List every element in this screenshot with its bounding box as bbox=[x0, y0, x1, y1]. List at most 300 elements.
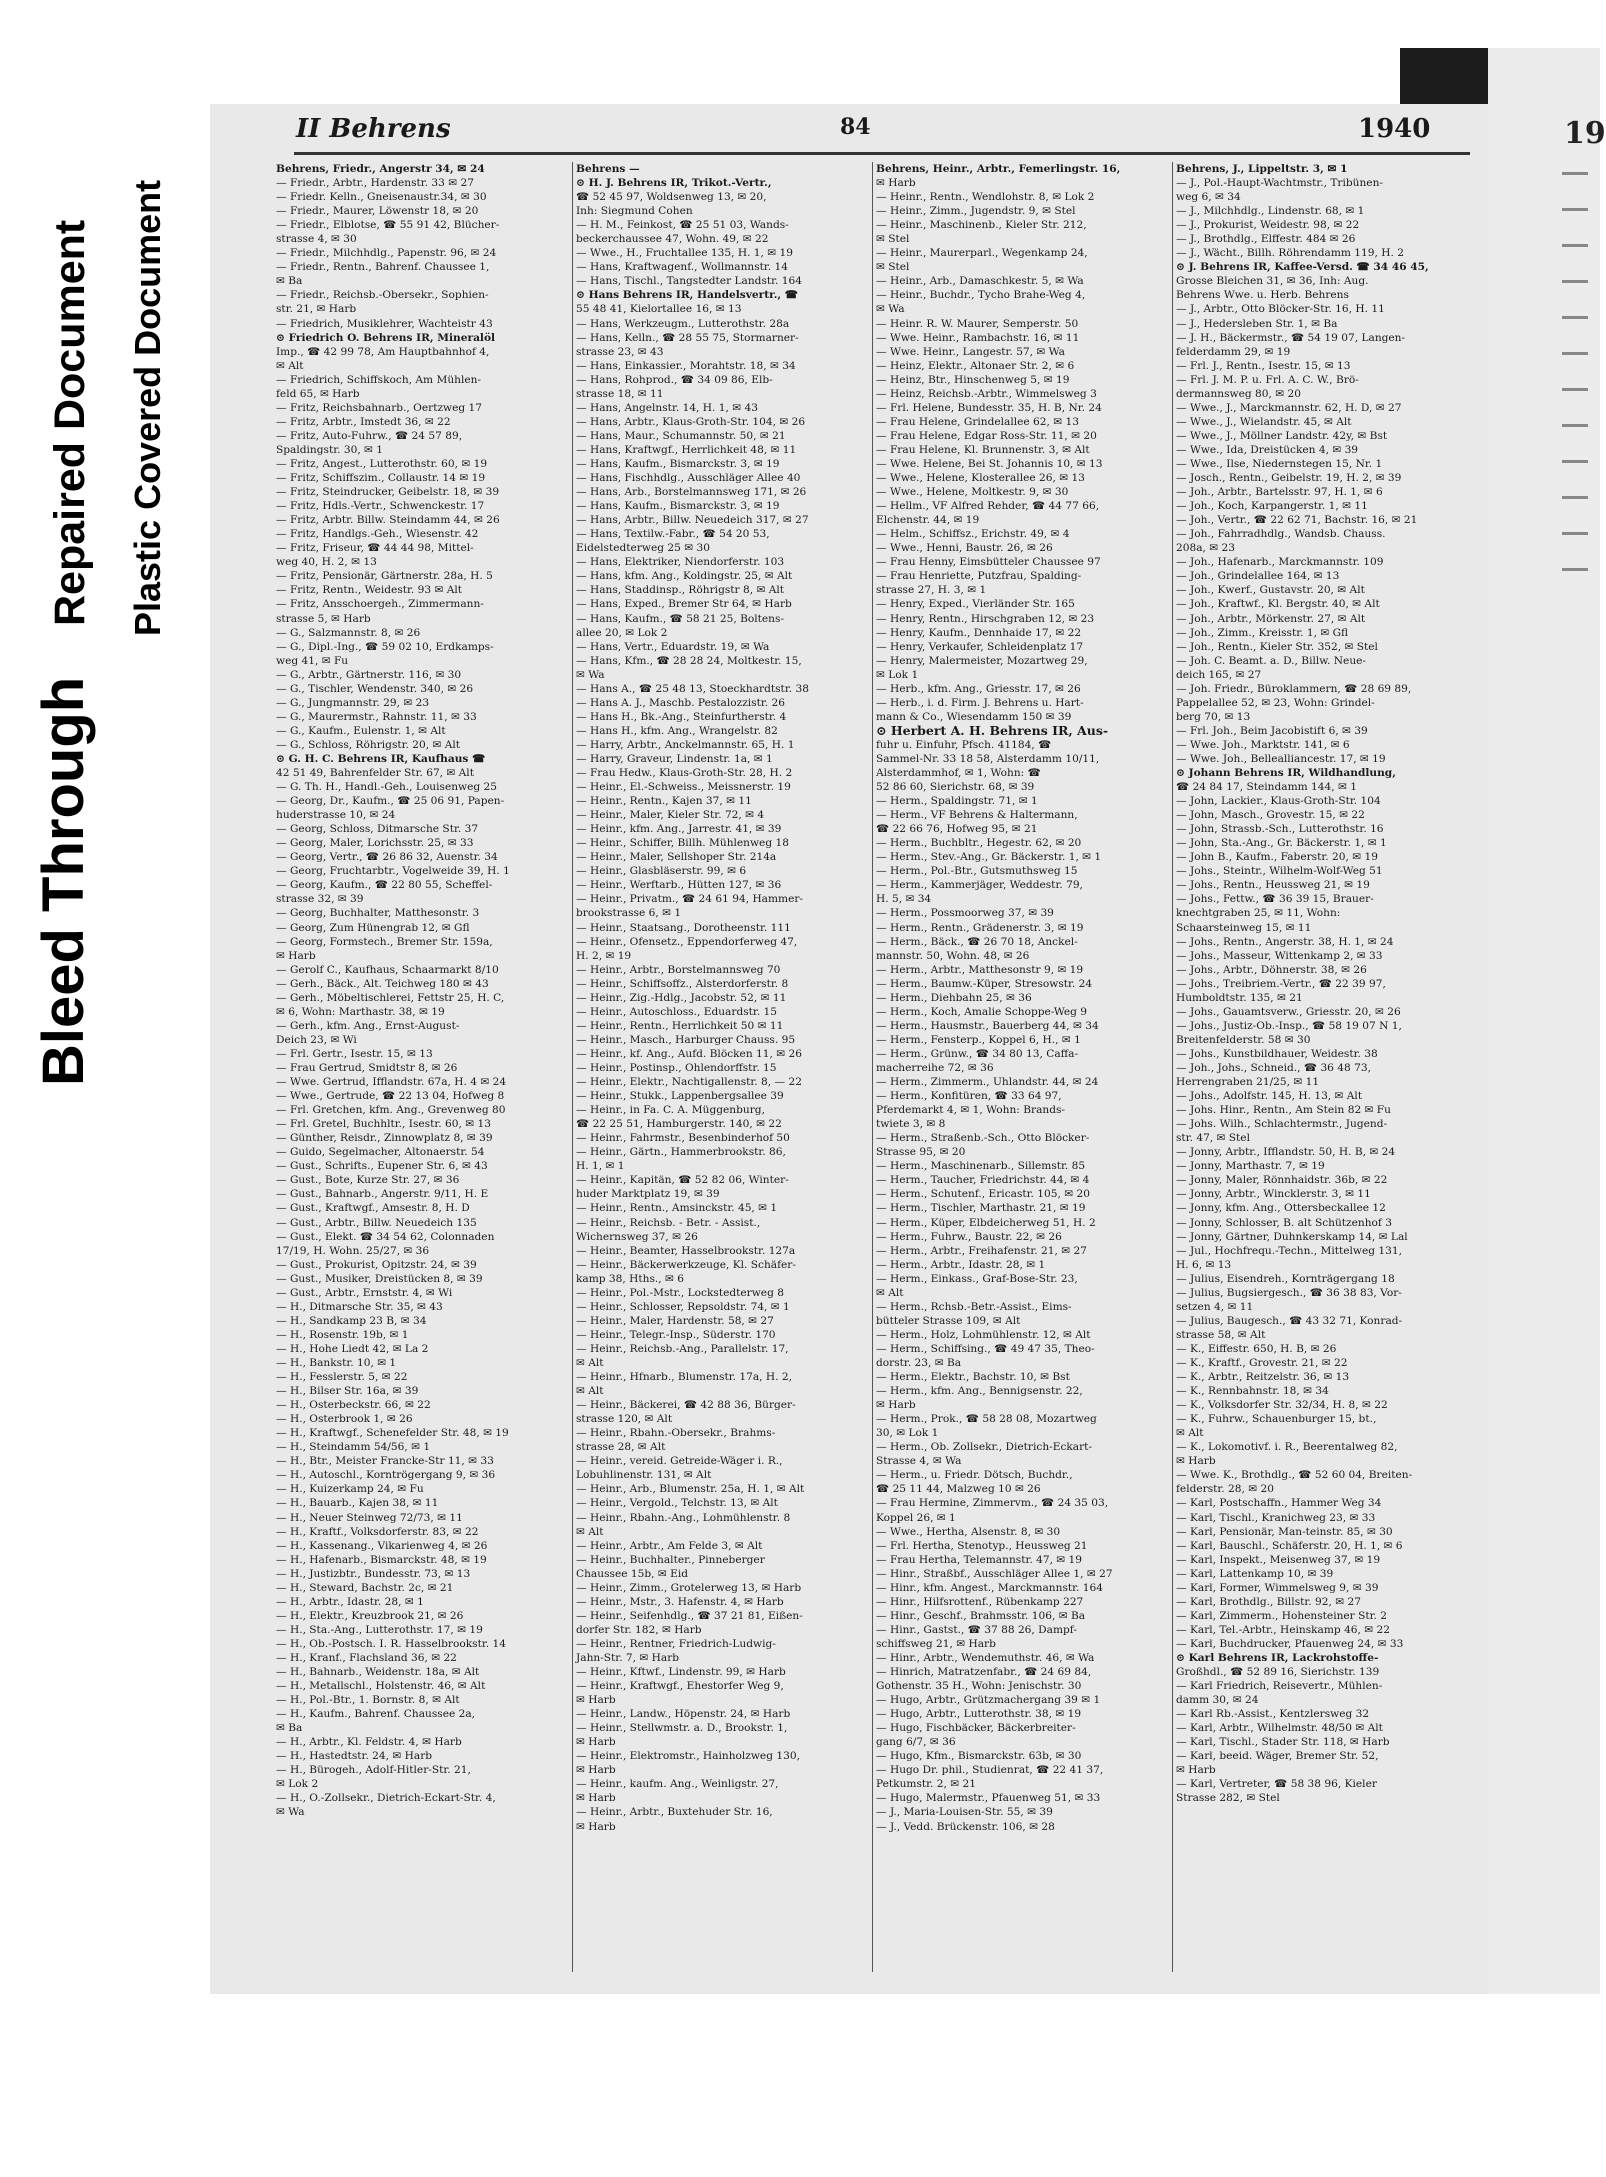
directory-entry-line: brookstrasse 6, ✉ 1 bbox=[576, 907, 682, 920]
directory-entry-line: — Heinr., Rbahn.-Ang., Lohmühlenstr. 8 bbox=[576, 1511, 791, 1524]
directory-entry-line: — Wwe., J., Marckmannstr. 62, H. D, ✉ 27 bbox=[1176, 401, 1402, 414]
directory-entry-line: — Joh., Koch, Karpangerstr. 1, ✉ 11 bbox=[1176, 500, 1368, 513]
directory-entry-line: — H., Kaufm., Bahrenf. Chaussee 2a, bbox=[276, 1708, 476, 1721]
directory-entry-line: Behrens — bbox=[576, 163, 640, 175]
directory-entry-line: — H., Autoschl., Korntrögergang 9, ✉ 36 bbox=[276, 1469, 496, 1482]
directory-entry-line: — K., Fuhrw., Schauenburger 15, bt., bbox=[1176, 1413, 1377, 1426]
directory-entry-line: — H., Sta.-Ang., Lutterothstr. 17, ✉ 19 bbox=[276, 1623, 483, 1636]
directory-entry-line: — Heinr., Maurerparl., Wegenkamp 24, bbox=[876, 247, 1088, 260]
degradation-labels bbox=[0, 0, 200, 2177]
neighbor-text-fragment bbox=[1562, 496, 1588, 499]
directory-entry-line: — Heinr., Gärtn., Hammerbrookstr. 86, bbox=[576, 1146, 786, 1159]
directory-entry-line: — Wwe. Joh., Marktstr. 141, ✉ 6 bbox=[1176, 738, 1350, 751]
directory-entry-line: — Heinr., Glasbläserstr. 99, ✉ 6 bbox=[576, 865, 747, 878]
directory-entry-line: — J., Milchhdlg., Lindenstr. 68, ✉ 1 bbox=[1176, 205, 1365, 218]
directory-entry-line: 17/19, H. Wohn. 25/27, ✉ 36 bbox=[276, 1244, 430, 1257]
directory-entry-line: — H., Hafenarb., Bismarckstr. 48, ✉ 19 bbox=[276, 1553, 487, 1566]
directory-entry-line: — Heinr., Zimm., Grotelerweg 13, ✉ Harb bbox=[576, 1581, 802, 1594]
directory-entry-line: — Joh., Grindelallee 164, ✉ 13 bbox=[1176, 570, 1340, 583]
directory-entry-line: Grosse Bleichen 31, ✉ 36, Inh: Aug. bbox=[1176, 275, 1369, 288]
directory-entry-line: — Fritz, Auto-Fuhrw., ☎ 24 57 89, bbox=[276, 429, 463, 442]
directory-entry-line: — Hans, Kelln., ☎ 28 55 75, Stormarner- bbox=[576, 331, 799, 344]
directory-entry-line: — Hugo, Fischbäcker, Bäckerbreiter- bbox=[876, 1722, 1076, 1735]
directory-entry-line: mann & Co., Wiesendamm 150 ✉ 39 bbox=[876, 710, 1072, 723]
neighbor-page-edge bbox=[1488, 48, 1606, 1994]
directory-entry-line: huderstrasse 10, ✉ 24 bbox=[276, 809, 396, 822]
directory-entry-line: — Heinr., Schiffsoffz., Alsterdorferstr. 8 bbox=[576, 977, 789, 990]
directory-entry-line: beckerchaussee 47, Wohn. 49, ✉ 22 bbox=[576, 233, 769, 246]
directory-entry-line: — Herm., Buchbltr., Hegestr. 62, ✉ 20 bbox=[876, 837, 1082, 850]
directory-entry-line: — Heinr., Bäckerwerkzeuge, Kl. Schäfer- bbox=[576, 1258, 796, 1271]
directory-entry-line: — Karl, Buchdrucker, Pfauenweg 24, ✉ 33 bbox=[1176, 1637, 1404, 1650]
directory-entry-line: — Herm., u. Friedr. Dötsch, Buchdr., bbox=[876, 1469, 1073, 1482]
directory-entry-line: — K., Rennbahnstr. 18, ✉ 34 bbox=[1176, 1385, 1329, 1398]
directory-entry-line: — Wwe., H., Fruchtallee 135, H. 1, ✉ 19 bbox=[576, 247, 794, 260]
directory-entry-line: — Georg, Maler, Lorichsstr. 25, ✉ 33 bbox=[276, 837, 474, 850]
directory-entry-line: — Fritz, Pensionär, Gärtnerstr. 28a, H. 5 bbox=[276, 570, 493, 583]
directory-entry-line: — Hinrich, Matratzenfabr., ☎ 24 69 84, bbox=[876, 1666, 1092, 1679]
directory-entry-line: — Herm., Stev.-Ang., Gr. Bäckerstr. 1, ✉ 1 bbox=[876, 851, 1102, 864]
directory-entry-line: — Herm., Koch, Amalie Schoppe-Weg 9 bbox=[876, 1005, 1088, 1018]
directory-entry-line: — H., Neuer Steinweg 72/73, ✉ 11 bbox=[276, 1511, 463, 1524]
directory-entry-line: — Wwe. Gertrud, Ifflandstr. 67a, H. 4 ✉ 24 bbox=[276, 1076, 507, 1089]
directory-entry-line: — Hans, Kfm., ☎ 28 28 24, Moltkestr. 15, bbox=[576, 654, 802, 667]
directory-entry-line: — Hans A., ☎ 25 48 13, Stoeckhardtstr. 38 bbox=[576, 682, 809, 695]
scan-top-margin bbox=[0, 0, 1600, 48]
directory-entry-line: — H., O.-Zollsekr., Dietrich-Eckart-Str. 4, bbox=[276, 1792, 496, 1805]
directory-entry-line: — H., Ditmarsche Str. 35, ✉ 43 bbox=[276, 1300, 443, 1313]
directory-entry-line: — Hans, Vertr., Eduardstr. 19, ✉ Wa bbox=[576, 640, 770, 653]
directory-entry-line: ☎ 22 66 76, Hofweg 95, ✉ 21 bbox=[876, 823, 1038, 836]
directory-entry-line: bütteler Strasse 109, ✉ Alt bbox=[876, 1314, 1021, 1327]
neighbor-text-fragment bbox=[1562, 424, 1588, 427]
directory-entry-line: — H., Btr., Meister Francke-Str 11, ✉ 33 bbox=[276, 1455, 494, 1468]
directory-entry-line: — Frau Henriette, Putzfrau, Spalding- bbox=[876, 570, 1082, 583]
directory-entry-line: weg 41, ✉ Fu bbox=[276, 654, 349, 667]
directory-entry-line: — Frau Gertrud, Smidtstr 8, ✉ 26 bbox=[276, 1062, 458, 1074]
directory-entry-line: — Heinr., Maschinenb., Kieler Str. 212, bbox=[876, 219, 1087, 232]
directory-entry-line: — Hans, Kraftwagenf., Wollmannstr. 14 bbox=[576, 261, 789, 274]
directory-entry-line: deich 165, ✉ 27 bbox=[1176, 668, 1262, 681]
directory-entry-line: — H., Steward, Bachstr. 2c, ✉ 21 bbox=[276, 1581, 454, 1594]
directory-entry-line: — Gust., Elekt. ☎ 34 54 62, Colonnaden bbox=[276, 1230, 495, 1243]
directory-entry-line: — Helm., Schiffsz., Erichstr. 49, ✉ 4 bbox=[876, 528, 1070, 541]
directory-entry-line: — Heinr., Werftarb., Hütten 127, ✉ 36 bbox=[576, 879, 782, 892]
directory-entry-line: — Heinr., Seifenhdlg., ☎ 37 21 81, Eißen- bbox=[576, 1609, 803, 1622]
directory-entry-line: — Gerh., kfm. Ang., Ernst-August- bbox=[276, 1019, 460, 1032]
directory-entry-line: — Heinr., Rentner, Friedrich-Ludwig- bbox=[576, 1637, 776, 1650]
directory-entry-line: Sammel-Nr. 33 18 58, Alsterdamm 10/11, bbox=[876, 752, 1100, 765]
directory-entry-line: — Johs., Rentn., Angerstr. 38, H. 1, ✉ 24 bbox=[1176, 935, 1394, 948]
directory-entry-line: weg 6, ✉ 34 bbox=[1176, 191, 1241, 204]
directory-entry-line: — Georg, Buchhalter, Matthesonstr. 3 bbox=[276, 907, 480, 920]
directory-entry-line: allee 20, ✉ Lok 2 bbox=[576, 626, 668, 639]
directory-entry-line: — Karl, Tischl., Stader Str. 118, ✉ Harb bbox=[1176, 1736, 1390, 1749]
directory-entry-line: — Julius, Baugesch., ☎ 43 32 71, Konrad- bbox=[1176, 1314, 1403, 1327]
directory-entry-line: ✉ Harb bbox=[576, 1694, 616, 1707]
directory-entry-line: — Friedr., Reichsb.-Obersekr., Sophien- bbox=[276, 289, 489, 302]
directory-entry-line: — Johs. Hinr., Rentn., Am Stein 82 ✉ Fu bbox=[1176, 1104, 1391, 1117]
directory-entry-line: Lobuhlinenstr. 131, ✉ Alt bbox=[576, 1469, 712, 1482]
directory-entry-line: Strasse 4, ✉ Wa bbox=[876, 1455, 962, 1468]
directory-entry-line: — H., Justizbtr., Bundesstr. 73, ✉ 13 bbox=[276, 1567, 471, 1580]
directory-entry-line: — Hans, Arb., Borstelmannsweg 171, ✉ 26 bbox=[576, 486, 807, 499]
directory-entry-line: strasse 120, ✉ Alt bbox=[576, 1413, 673, 1426]
directory-entry-line: — Gust., Kraftwgf., Amsestr. 8, H. D bbox=[276, 1202, 470, 1215]
directory-entry-line: — Heinr., Arb., Damaschkestr. 5, ✉ Wa bbox=[876, 275, 1084, 288]
directory-entry-line: — G., Jungmannstr. 29, ✉ 23 bbox=[276, 696, 430, 709]
directory-entry-line: Gothenstr. 35 H., Wohn: Jenischstr. 30 bbox=[876, 1680, 1082, 1693]
directory-entry-line: — Fritz, Ansschoergeh., Zimmermann- bbox=[276, 598, 484, 611]
directory-entry-line: dermannsweg 80, ✉ 20 bbox=[1176, 387, 1301, 400]
directory-entry-line: — John, Masch., Grovestr. 15, ✉ 22 bbox=[1176, 809, 1365, 822]
directory-entry-line: — Heinr., Elektr., Nachtigallenstr. 8, — 22 bbox=[576, 1076, 802, 1089]
directory-entry-line: ✉ Harb bbox=[1176, 1764, 1216, 1777]
directory-entry-line: — Johs., Steintr., Wilhelm-Wolf-Weg 51 bbox=[1176, 865, 1383, 878]
directory-entry-line: ☎ 22 25 51, Hamburgerstr. 140, ✉ 22 bbox=[576, 1118, 782, 1131]
directory-entry-line: — Heinr., Arb., Blumenstr. 25a, H. 1, ✉ Alt bbox=[576, 1483, 805, 1496]
directory-entry-line: H. 1, ✉ 1 bbox=[576, 1160, 625, 1173]
directory-entry-line: — H., Steindamm 54/56, ✉ 1 bbox=[276, 1441, 431, 1454]
directory-entry-line: — Heinr., Hfnarb., Blumenstr. 17a, H. 2, bbox=[576, 1371, 793, 1384]
directory-entry-line: dorstr. 23, ✉ Ba bbox=[876, 1356, 962, 1369]
directory-entry-line: — Herm., Prok., ☎ 58 28 08, Mozartweg bbox=[876, 1413, 1097, 1426]
directory-entry-line: Behrens Wwe. u. Herb. Behrens bbox=[1176, 289, 1349, 302]
directory-entry-line: ✉ Alt bbox=[576, 1356, 604, 1369]
directory-entry-line: — Hinr., Gastst., ☎ 37 88 26, Dampf- bbox=[876, 1623, 1077, 1636]
directory-entry-line: H. 6, ✉ 13 bbox=[1176, 1258, 1232, 1271]
directory-entry-line: — J., Wächt., Billh. Röhrendamm 119, H. 2 bbox=[1176, 247, 1404, 260]
directory-entry-line: — G., Schloss, Röhrigstr. 20, ✉ Alt bbox=[276, 738, 461, 751]
directory-entry-line: — Harry, Graveur, Lindenstr. 1a, ✉ 1 bbox=[576, 752, 773, 765]
directory-entry-line: — Friedr., Arbtr., Hardenstr. 33 ✉ 27 bbox=[276, 177, 474, 190]
directory-entry-line: — G., Kaufm., Eulenstr. 1, ✉ Alt bbox=[276, 724, 446, 737]
directory-entry-line: — J., Vedd. Brückenstr. 106, ✉ 28 bbox=[876, 1820, 1055, 1833]
directory-entry-line: — Herm., Baumw.-Küper, Stresowstr. 24 bbox=[876, 977, 1093, 990]
directory-entry-line: — H., Hastedtstr. 24, ✉ Harb bbox=[276, 1750, 433, 1763]
directory-entry-line: — Herm., Zimmerm., Uhlandstr. 44, ✉ 24 bbox=[876, 1076, 1099, 1089]
directory-entry-line: — Hans, Exped., Bremer Str 64, ✉ Harb bbox=[576, 598, 792, 611]
directory-entry-line: — Heinr., Zig.-Hdlg., Jacobstr. 52, ✉ 11 bbox=[576, 991, 787, 1004]
directory-entry-line: — Hans, Fischhdlg., Ausschläger Allee 40 bbox=[576, 472, 801, 485]
directory-entry-line: — Fritz, Arbtr., Imstedt 36, ✉ 22 bbox=[276, 415, 451, 428]
directory-entry-line: ⊙ Hans Behrens IR, Handelsvertr., ☎ bbox=[576, 289, 798, 302]
directory-entry-line: — Heinr., Autoschloss., Eduardstr. 15 bbox=[576, 1005, 778, 1018]
directory-entry-line: — K., Eiffestr. 650, H. B, ✉ 26 bbox=[1176, 1342, 1337, 1355]
directory-entry-line: — Heinr., Arbtr., Borstelmannsweg 70 bbox=[576, 963, 781, 976]
directory-entry-line: Spaldingstr. 30, ✉ 1 bbox=[276, 443, 384, 456]
directory-entry-line: — Karl, Pensionär, Man-teinstr. 85, ✉ 30 bbox=[1176, 1525, 1393, 1538]
directory-entry-line: ☎ 24 84 17, Steindamm 144, ✉ 1 bbox=[1176, 781, 1357, 794]
directory-entry-line: Inh: Siegmund Cohen bbox=[576, 205, 693, 218]
directory-entry-line: — Friedr., Rentn., Bahrenf. Chaussee 1, bbox=[276, 261, 490, 274]
directory-entry-line: — Herm., Spaldingstr. 71, ✉ 1 bbox=[876, 795, 1038, 808]
directory-entry-line: Pferdemarkt 4, ✉ 1, Wohn: Brands- bbox=[876, 1104, 1066, 1117]
directory-entry-line: — Fritz, Reichsbahnarb., Oertzweg 17 bbox=[276, 401, 482, 414]
directory-entry-line: — Georg, Zum Hünengrab 12, ✉ Gfl bbox=[276, 921, 470, 934]
directory-entry-line: — Heinr., Rentn., Kajen 37, ✉ 11 bbox=[576, 795, 752, 808]
directory-entry-line: — Georg, Fruchtarbtr., Vogelweide 39, H. 1 bbox=[276, 865, 510, 878]
directory-entry-line: Deich 23, ✉ Wi bbox=[276, 1033, 357, 1046]
directory-entry-line: — Frau Hertha, Telemannstr. 47, ✉ 19 bbox=[876, 1553, 1083, 1566]
directory-entry-line: schiffsweg 21, ✉ Harb bbox=[876, 1637, 996, 1650]
directory-entry-line: — Herm., Tischler, Marthastr. 21, ✉ 19 bbox=[876, 1202, 1086, 1215]
directory-entry-line: strasse 23, ✉ 43 bbox=[576, 345, 664, 358]
directory-entry-line: — Hinr., Straßbf., Ausschläger Allee 1, ✉ 27 bbox=[876, 1567, 1113, 1580]
directory-entry-line: — Herb., i. d. Firm. J. Behrens u. Hart- bbox=[876, 696, 1084, 709]
directory-entry-line: — Hellm., VF Alfred Rehder, ☎ 44 77 66, bbox=[876, 500, 1100, 513]
directory-entry-line: — Frl. Joh., Beim Jacobistift 6, ✉ 39 bbox=[1176, 724, 1368, 737]
directory-entry-line: — Heinr., Maler, Hardenstr. 58, ✉ 27 bbox=[576, 1314, 774, 1327]
directory-entry-line: felderdamm 29, ✉ 19 bbox=[1176, 345, 1291, 358]
directory-entry-line: — Hans, Arbtr., Billw. Neuedeich 317, ✉ 27 bbox=[576, 514, 809, 527]
directory-entry-line: — Karl, Lattenkamp 10, ✉ 39 bbox=[1176, 1567, 1334, 1580]
directory-entry-line: damm 30, ✉ 24 bbox=[1176, 1694, 1259, 1707]
label-repaired-document: Repaired Document bbox=[46, 219, 94, 626]
directory-entry-line: — G., Salzmannstr. 8, ✉ 26 bbox=[276, 626, 421, 639]
directory-column-3 bbox=[876, 162, 1156, 1982]
directory-entry-line: fuhr u. Einfuhr, Pfsch. 41184, ☎ bbox=[876, 738, 1052, 751]
directory-entry-line: — Heinr., Mstr., 3. Hafenstr. 4, ✉ Harb bbox=[576, 1595, 784, 1608]
directory-column-2 bbox=[576, 162, 856, 1982]
directory-entry-line: — Guido, Segelmacher, Altonaerstr. 54 bbox=[276, 1146, 485, 1159]
directory-entry-line: — Heinr., vereid. Getreide-Wäger i. R., bbox=[576, 1455, 783, 1468]
directory-entry-line: — Heinr., in Fa. C. A. Müggenburg, bbox=[576, 1104, 765, 1117]
directory-entry-line: — Hans, Kaufm., ☎ 58 21 25, Boltens- bbox=[576, 612, 785, 625]
directory-entry-line: ✉ Harb bbox=[276, 949, 316, 962]
directory-entry-line: — John B., Kaufm., Faberstr. 20, ✉ 19 bbox=[1176, 851, 1378, 864]
directory-entry-line: Breitenfelderstr. 58 ✉ 30 bbox=[1176, 1033, 1311, 1046]
directory-entry-line: — Heinr., Vergold., Telchstr. 13, ✉ Alt bbox=[576, 1497, 778, 1510]
neighbor-text-fragment bbox=[1562, 244, 1588, 247]
directory-entry-line: — Herm., Holz, Lohmühlenstr. 12, ✉ Alt bbox=[876, 1328, 1091, 1341]
directory-entry-line: — Karl, Zimmerm., Hohensteiner Str. 2 bbox=[1176, 1609, 1387, 1622]
directory-entry-line: — Heinr., Pol.-Mstr., Lockstedterweg 8 bbox=[576, 1286, 784, 1299]
directory-entry-line: — Karl, Vertreter, ☎ 58 38 96, Kieler bbox=[1176, 1778, 1377, 1791]
directory-entry-line: — Julius, Eisendreh., Kornträgergang 18 bbox=[1176, 1272, 1395, 1285]
directory-entry-line: — H., Fesslerstr. 5, ✉ 22 bbox=[276, 1371, 408, 1384]
directory-entry-line: — Karl, Inspekt., Meisenweg 37, ✉ 19 bbox=[1176, 1553, 1381, 1566]
directory-entry-line: — Johs., Fettw., ☎ 36 39 15, Brauer- bbox=[1176, 893, 1374, 906]
directory-entry-line: — Gust., Musiker, Dreistücken 8, ✉ 39 bbox=[276, 1272, 483, 1285]
directory-entry-line: — Hugo, Arbtr., Lutterothstr. 38, ✉ 19 bbox=[876, 1708, 1082, 1721]
directory-entry-line: — Hans, Elektriker, Niendorferstr. 103 bbox=[576, 556, 785, 569]
directory-entry-line: — Jonny, Marthastr. 7, ✉ 19 bbox=[1176, 1160, 1325, 1173]
directory-entry-line: — Hans, Einkassier., Morahtstr. 18, ✉ 34 bbox=[576, 359, 796, 372]
directory-entry-line: — Herm., Konfitüren, ☎ 33 64 97, bbox=[876, 1090, 1062, 1103]
directory-entry-line: strasse 27, H. 3, ✉ 1 bbox=[876, 584, 987, 597]
directory-entry-line: — H., Bauarb., Kajen 38, ✉ 11 bbox=[276, 1497, 439, 1510]
directory-entry-line: — Heinr., Ofensetz., Eppendorferweg 47, bbox=[576, 935, 798, 948]
directory-entry-line: — G., Maurermstr., Rahnstr. 11, ✉ 33 bbox=[276, 710, 477, 723]
directory-entry-line: — Hans, Werkzeugm., Lutterothstr. 28a bbox=[576, 317, 790, 330]
directory-entry-line: ✉ Lok 2 bbox=[276, 1778, 319, 1791]
directory-entry-line: — Herm., Elektr., Bachstr. 10, ✉ Bst bbox=[876, 1371, 1070, 1384]
directory-entry-line: — Hinr., kfm. Angest., Marckmannstr. 164 bbox=[876, 1581, 1103, 1594]
directory-entry-line: — Heinr., Privatm., ☎ 24 61 94, Hammer- bbox=[576, 893, 803, 906]
directory-entry-line: — Herm., Bäck., ☎ 26 70 18, Anckel- bbox=[876, 935, 1078, 948]
directory-entry-line: — Jonny, Arbtr., Ifflandstr. 50, H. B, ✉ 24 bbox=[1176, 1146, 1396, 1159]
directory-entry-line: — Henry, Exped., Vierländer Str. 165 bbox=[876, 598, 1075, 611]
directory-entry-line: Elchenstr. 44, ✉ 19 bbox=[876, 514, 980, 527]
directory-entry-line: — Herm., Arbtr., Matthesonstr 9, ✉ 19 bbox=[876, 963, 1084, 976]
directory-entry-line: — Heinr., El.-Schweiss., Meissnerstr. 19 bbox=[576, 781, 791, 794]
directory-entry-line: — Herm., Grünw., ☎ 34 80 13, Caffa- bbox=[876, 1047, 1079, 1060]
directory-entry-line: — G., Tischler, Wendenstr. 340, ✉ 26 bbox=[276, 682, 474, 695]
directory-entry-line: — G., Dipl.-Ing., ☎ 59 02 10, Erdkamps- bbox=[276, 640, 494, 653]
neighbor-text-fragment bbox=[1562, 388, 1588, 391]
directory-entry-line: strasse 58, ✉ Alt bbox=[1176, 1328, 1266, 1341]
directory-entry-line: — Karl Friedrich, Reisevertr., Mühlen- bbox=[1176, 1680, 1383, 1693]
directory-entry-line: — Henry, Kaufm., Dennhaide 17, ✉ 22 bbox=[876, 626, 1082, 639]
neighbor-text-fragment bbox=[1562, 460, 1588, 463]
directory-entry-line: ✉ Stel bbox=[876, 233, 910, 246]
directory-entry-line: ✉ Alt bbox=[576, 1385, 604, 1398]
directory-entry-line: — Georg, Schloss, Ditmarsche Str. 37 bbox=[276, 823, 479, 836]
directory-entry-line: — Heinr., Stukk., Lappenbergsallee 39 bbox=[576, 1090, 784, 1103]
neighbor-text-fragment bbox=[1562, 172, 1588, 175]
directory-entry-line: — Wwe. Helene, Bei St. Johannis 10, ✉ 13 bbox=[876, 457, 1103, 470]
directory-entry-line: — Heinr. R. W. Maurer, Semperstr. 50 bbox=[876, 317, 1079, 330]
directory-entry-line: Alsterdammhof, ✉ 1, Wohn: ☎ bbox=[876, 767, 1041, 780]
directory-entry-line: strasse 32, ✉ 39 bbox=[276, 893, 364, 906]
directory-entry-line: — Heinr., Fahrmstr., Besenbinderhof 50 bbox=[576, 1132, 790, 1145]
directory-entry-line: ✉ Harb bbox=[1176, 1455, 1216, 1468]
directory-entry-line: — Heinr., Stellwmstr. a. D., Brookstr. 1, bbox=[576, 1722, 788, 1735]
directory-entry-line: — Frau Hedw., Klaus-Groth-Str. 28, H. 2 bbox=[576, 767, 793, 780]
directory-entry-line: — Jonny, Arbtr., Wincklerstr. 3, ✉ 11 bbox=[1176, 1188, 1371, 1201]
directory-entry-line: — Johs. Wilh., Schlachtermstr., Jugend- bbox=[1176, 1118, 1388, 1131]
directory-entry-line: — Wwe. Joh., Belleallianсestr. 17, ✉ 19 bbox=[1176, 752, 1386, 765]
directory-entry-line: ✉ Harb bbox=[576, 1736, 616, 1749]
directory-entry-line: H. 2, ✉ 19 bbox=[576, 949, 632, 962]
directory-entry-line: — Johs., Gauamtsverw., Griesstr. 20, ✉ 26 bbox=[1176, 1005, 1401, 1018]
directory-entry-line: str. 21, ✉ Harb bbox=[276, 303, 357, 316]
directory-entry-line: — Henry, Verkaufer, Schleidenplatz 17 bbox=[876, 640, 1084, 653]
directory-entry-line: — Henry, Malermeister, Mozartweg 29, bbox=[876, 654, 1088, 667]
directory-entry-line: ☎ 52 45 97, Woldsenweg 13, ✉ 20, bbox=[576, 191, 767, 204]
directory-entry-line: — Frl. Gertr., Isestr. 15, ✉ 13 bbox=[276, 1047, 433, 1060]
directory-entry-line: — Joh., Fahrradhdlg., Wandsb. Chauss. bbox=[1176, 528, 1386, 541]
directory-entry-line: — H., Elektr., Kreuzbrook 21, ✉ 26 bbox=[276, 1609, 464, 1622]
directory-entry-line: ✉ Wa bbox=[876, 303, 905, 316]
directory-entry-line: — Heinr., Reichsb. - Betr. - Assist., bbox=[576, 1216, 761, 1229]
directory-entry-line: — Herm., Schutenf., Ericastr. 105, ✉ 20 bbox=[876, 1188, 1090, 1201]
directory-page bbox=[210, 104, 1488, 1994]
directory-entry-line: — Frl. J., Rentn., Isestr. 15, ✉ 13 bbox=[1176, 359, 1351, 372]
directory-entry-line: H. 5, ✉ 34 bbox=[876, 893, 932, 906]
directory-entry-line: — Heinr., Telegr.-Insp., Süderstr. 170 bbox=[576, 1328, 776, 1341]
directory-entry-line: — Joh., Arbtr., Bartelsstr. 97, H. 1, ✉ 6 bbox=[1176, 486, 1383, 499]
directory-entry-line: — Heinr., Schiffer, Billh. Mühlenweg 18 bbox=[576, 837, 789, 850]
directory-entry-line: — Heinr., Staatsang., Dorotheenstr. 111 bbox=[576, 921, 791, 934]
directory-entry-line: — Josch., Rentn., Geibelstr. 19, H. 2, ✉ 39 bbox=[1176, 472, 1402, 485]
directory-entry-line: — Georg, Formstech., Bremer Str. 159a, bbox=[276, 935, 493, 948]
directory-entry-line: — H., Arbtr., Idastr. 28, ✉ 1 bbox=[276, 1595, 424, 1608]
directory-entry-line: — Heinr., Rentn., Amsinckstr. 45, ✉ 1 bbox=[576, 1202, 778, 1215]
directory-entry-line: — Gust., Bote, Kurze Str. 27, ✉ 36 bbox=[276, 1174, 460, 1187]
column-divider bbox=[572, 162, 573, 1972]
directory-entry-line: — Johs., Adolfstr. 145, H. 13, ✉ Alt bbox=[1176, 1090, 1363, 1103]
directory-entry-line: — Hans A. J., Maschb. Pestalozzistr. 26 bbox=[576, 696, 785, 709]
directory-entry-line: — J., Hedersleben Str. 1, ✉ Ba bbox=[1176, 317, 1338, 330]
directory-entry-line: strasse 4, ✉ 30 bbox=[276, 233, 357, 246]
directory-entry-line: — Herm., Kammerjäger, Weddestr. 79, bbox=[876, 879, 1083, 892]
directory-entry-line: — Heinz, Elektr., Altonaer Str. 2, ✉ 6 bbox=[876, 359, 1075, 372]
neighbor-text-fragment bbox=[1562, 568, 1588, 571]
directory-entry-line: — Herm., Diehbahn 25, ✉ 36 bbox=[876, 991, 1032, 1004]
directory-entry-line: — K., Kraftf., Grovestr. 21, ✉ 22 bbox=[1176, 1356, 1348, 1369]
directory-entry-line: — Frl. J. M. P. u. Frl. A. C. W., Brö- bbox=[1176, 373, 1359, 386]
directory-entry-line: — Friedr., Milchhdlg., Papenstr. 96, ✉ 24 bbox=[276, 247, 497, 260]
directory-entry-line: Schaarsteinweg 15, ✉ 11 bbox=[1176, 921, 1312, 934]
directory-entry-line: — Fritz, Angest., Lutterothstr. 60, ✉ 19 bbox=[276, 457, 488, 470]
directory-entry-line: — Hans, Staddinsp., Röhrigstr 8, ✉ Alt bbox=[576, 584, 784, 597]
directory-entry-line: — Herm., Arbtr., Freihafenstr. 21, ✉ 27 bbox=[876, 1244, 1087, 1257]
directory-entry-line: — Joh., Kwerf., Gustavstr. 20, ✉ Alt bbox=[1176, 584, 1365, 597]
directory-entry-line: — Hugo, Arbtr., Grützmachergang 39 ✉ 1 bbox=[876, 1694, 1101, 1707]
directory-entry-line: — Fritz, Arbtr. Billw. Steindamm 44, ✉ 26 bbox=[276, 514, 500, 527]
directory-entry-line: str. 47, ✉ Stel bbox=[1176, 1132, 1250, 1145]
directory-entry-line: Strasse 282, ✉ Stel bbox=[1176, 1792, 1280, 1805]
directory-entry-line: Herrengraben 21/25, ✉ 11 bbox=[1176, 1076, 1320, 1089]
directory-entry-line: — Heinr., Zimm., Jugendstr. 9, ✉ Stel bbox=[876, 205, 1076, 218]
directory-entry-line: — Gerh., Möbeltischlerei, Fettstr 25, H. C, bbox=[276, 991, 505, 1004]
directory-entry-line: — Jonny, Maler, Rönnhaidstr. 36b, ✉ 22 bbox=[1176, 1174, 1388, 1187]
directory-entry-line: — H., Hohe Liedt 42, ✉ La 2 bbox=[276, 1342, 429, 1355]
header-rule bbox=[294, 152, 1470, 155]
directory-entry-line: — Hans, Kraftwgf., Herrlichkeit 48, ✉ 11 bbox=[576, 443, 797, 456]
column-divider bbox=[872, 162, 873, 1972]
directory-entry-line: — H., Rosenstr. 19b, ✉ 1 bbox=[276, 1328, 409, 1341]
directory-entry-line: — Wwe. Heinr., Langestr. 57, ✉ Wa bbox=[876, 345, 1065, 358]
directory-entry-line: — H., Pol.-Btr., 1. Bornstr. 8, ✉ Alt bbox=[276, 1694, 460, 1707]
directory-entry-line: — Herm., kfm. Ang., Bennigsenstr. 22, bbox=[876, 1385, 1083, 1398]
directory-entry-line: ⊙ Friedrich O. Behrens IR, Mineralöl bbox=[276, 331, 496, 344]
directory-entry-line: Behrens, J., Lippeltstr. 3, ✉ 1 bbox=[1176, 163, 1348, 175]
directory-entry-line: — Friedr., Elblotse, ☎ 55 91 42, Blücher- bbox=[276, 219, 500, 232]
directory-entry-line: — Heinr., kf. Ang., Aufd. Blöcken 11, ✉ 26 bbox=[576, 1047, 802, 1060]
directory-entry-line: Großhdl., ☎ 52 89 16, Sierichstr. 139 bbox=[1176, 1666, 1380, 1679]
directory-entry-line: — Wwe. K., Brothdlg., ☎ 52 60 04, Breiten- bbox=[1176, 1469, 1413, 1482]
directory-entry-line: — Frl. Hertha, Stenotyp., Heussweg 21 bbox=[876, 1539, 1088, 1552]
directory-entry-line: Behrens, Friedr., Angerstr 34, ✉ 24 bbox=[276, 163, 485, 175]
directory-entry-line: — K., Volksdorfer Str. 32/34, H. 8, ✉ 22 bbox=[1176, 1399, 1388, 1412]
directory-entry-line: — John, Sta.-Ang., Gr. Bäckerstr. 1, ✉ 1 bbox=[1176, 837, 1387, 850]
page-year: 1940 bbox=[1358, 114, 1431, 144]
directory-entry-line: — Hinr., Geschf., Brahmsstr. 106, ✉ Ba bbox=[876, 1609, 1086, 1622]
directory-entry-line: — Johs., Rentn., Heussweg 21, ✉ 19 bbox=[1176, 879, 1370, 892]
directory-entry-line: ✉ Wa bbox=[276, 1806, 305, 1819]
directory-entry-line: — Joh. Friedr., Büroklammern, ☎ 28 69 89, bbox=[1176, 682, 1412, 695]
directory-entry-line: — Johs., Arbtr., Döhnerstr. 38, ✉ 26 bbox=[1176, 963, 1367, 976]
directory-entry-line: — Friedr. Kelln., Gneisenaustr.34, ✉ 30 bbox=[276, 191, 487, 204]
page-running-head: II Behrens bbox=[296, 114, 451, 144]
directory-entry-line: — Friedrich, Musiklehrer, Wachteistr 43 bbox=[276, 317, 493, 330]
directory-entry-line: — Frl. Gretel, Buchhltr., Isestr. 60, ✉ 13 bbox=[276, 1118, 491, 1131]
directory-entry-line: huder Marktplatz 19, ✉ 39 bbox=[576, 1188, 720, 1201]
directory-entry-line: — Joh., Vertr., ☎ 22 62 71, Bachstr. 16, ✉ 21 bbox=[1176, 514, 1418, 527]
directory-entry-line: — Herm., Einkass., Graf-Bose-Str. 23, bbox=[876, 1272, 1078, 1285]
directory-entry-line: — Joh., Arbtr., Mörkenstr. 27, ✉ Alt bbox=[1176, 612, 1366, 625]
directory-entry-line: — Johs., Treibriem.-Vertr., ☎ 22 39 97, bbox=[1176, 977, 1386, 990]
directory-column-1 bbox=[276, 162, 556, 1982]
directory-entry-line: — Herm., Rentn., Grädenerstr. 3, ✉ 19 bbox=[876, 921, 1084, 934]
column-divider bbox=[1172, 162, 1173, 1972]
directory-entry-line: — Karl, Postschaffn., Hammer Weg 34 bbox=[1176, 1497, 1382, 1510]
directory-entry-line: — H., Kraftf., Volksdorferstr. 83, ✉ 22 bbox=[276, 1525, 479, 1538]
directory-entry-line: — Georg, Kaufm., ☎ 22 80 55, Scheffel- bbox=[276, 879, 493, 892]
